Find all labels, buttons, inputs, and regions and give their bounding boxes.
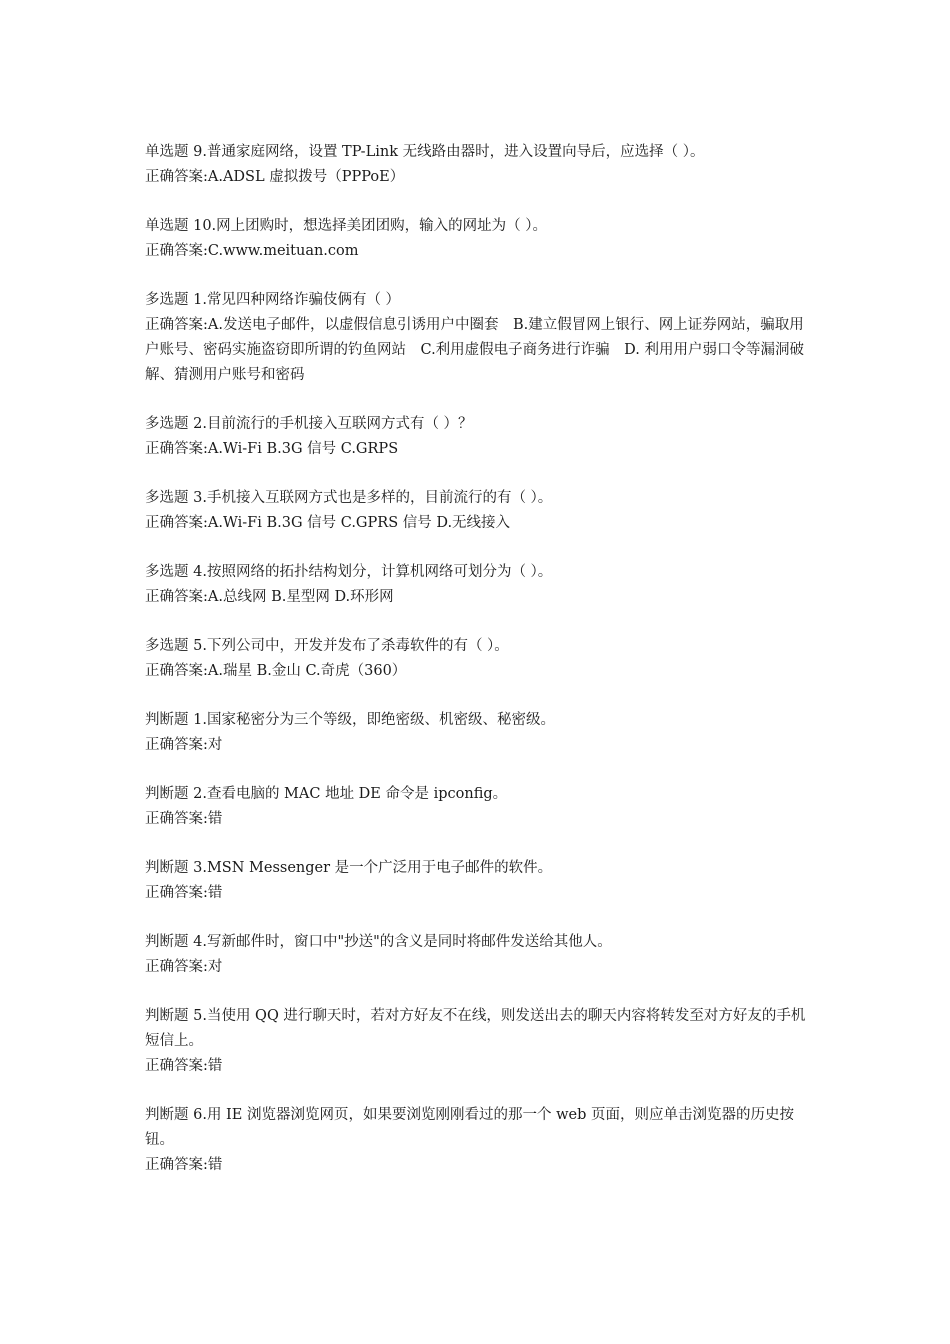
question-text: 判断题 5.当使用 QQ 进行聊天时，若对方好友不在线，则发送出去的聊天内容将转发至对方好友的手机短信上。 <box>145 1008 806 1049</box>
answer-text: 正确答案:错 <box>145 885 223 901</box>
question-text: 判断题 2.查看电脑的 MAC 地址 DE 命令是 ipconfig。 <box>145 786 508 802</box>
answer-text: 正确答案:A.总线网 B.星型网 D.环形网 <box>145 589 394 605</box>
answer-text: 正确答案:错 <box>145 811 223 827</box>
qa-item <box>145 412 810 462</box>
document-body <box>145 140 810 1202</box>
answer-text: 正确答案:对 <box>145 959 223 975</box>
question-text: 判断题 3.MSN Messenger 是一个广泛用于电子邮件的软件。 <box>145 860 553 876</box>
qa-item <box>145 634 810 684</box>
qa-item <box>145 1004 810 1079</box>
question-text: 判断题 6.用 IE 浏览器浏览网页，如果要浏览刚刚看过的那一个 web 页面，则应单击浏览器的历史按钮。 <box>145 1107 794 1148</box>
question-text: 多选题 1.常见四种网络诈骗伎俩有（ ） <box>145 292 401 308</box>
answer-text: 正确答案:错 <box>145 1157 223 1173</box>
qa-item <box>145 486 810 536</box>
question-text: 多选题 2.目前流行的手机接入互联网方式有（ ）？ <box>145 416 473 432</box>
answer-text: 正确答案:C.www.meituan.com <box>145 243 359 259</box>
question-text: 多选题 5.下列公司中，开发并发布了杀毒软件的有（ ）。 <box>145 638 509 654</box>
answer-text: 正确答案:A.Wi-Fi B.3G 信号 C.GRPS <box>145 441 399 457</box>
question-text: 判断题 4.写新邮件时，窗口中"抄送"的含义是同时将邮件发送给其他人。 <box>145 934 612 950</box>
answer-text: 正确答案:错 <box>145 1058 223 1074</box>
question-text: 单选题 9.普通家庭网络，设置 TP-Link 无线路由器时，进入设置向导后，应选择（ ）。 <box>145 144 705 160</box>
answer-text: 正确答案:A.瑞星 B.金山 C.奇虎（360） <box>145 663 407 679</box>
answer-text: 正确答案:A.发送电子邮件，以虚假信息引诱用户中圈套 B.建立假冒网上银行、网上证券网站，骗取用户账号、密码实施盗窃即所谓的钓鱼网站 C.利用虚假电子商务进行诈骗 D. 利用用户弱口令等漏洞破解、猜测用户账号和密码 <box>145 317 805 383</box>
qa-item <box>145 708 810 758</box>
qa-item <box>145 288 810 388</box>
question-text: 多选题 4.按照网络的拓扑结构划分，计算机网络可划分为（ ）。 <box>145 564 553 580</box>
qa-item <box>145 856 810 906</box>
qa-item <box>145 140 810 190</box>
qa-item <box>145 214 810 264</box>
answer-text: 正确答案:对 <box>145 737 223 753</box>
qa-item <box>145 1103 810 1178</box>
question-text: 单选题 10.网上团购时，想选择美团团购，输入的网址为（ ）。 <box>145 218 548 234</box>
qa-item <box>145 782 810 832</box>
qa-item <box>145 930 810 980</box>
question-text: 判断题 1.国家秘密分为三个等级，即绝密级、机密级、秘密级。 <box>145 712 555 728</box>
answer-text: 正确答案:A.Wi-Fi B.3G 信号 C.GPRS 信号 D.无线接入 <box>145 515 511 531</box>
answer-text: 正确答案:A.ADSL 虚拟拨号（PPPoE） <box>145 169 405 185</box>
qa-item <box>145 560 810 610</box>
question-text: 多选题 3.手机接入互联网方式也是多样的，目前流行的有（ ）。 <box>145 490 553 506</box>
